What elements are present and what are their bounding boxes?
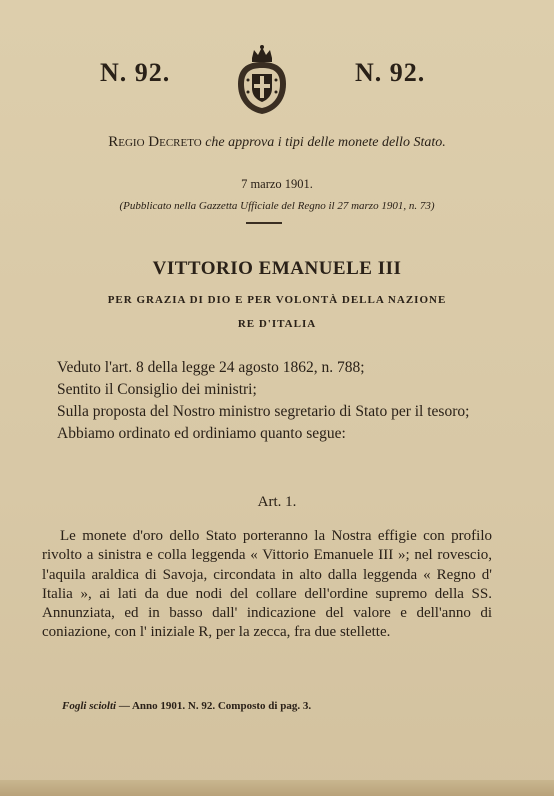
decree-title <box>0 134 554 151</box>
article-text: Le monete d'oro dello Stato porteranno la Nostra effigie con profilo rivolto a sinistra e colla leggenda « Vittorio Emanuele III »; nel rovescio, l'aquila araldica di Savoja, circondata in alto dalla leggenda « Regno d' Italia », ai lati da due nodi del collare dell'ordine supremo della SS. Annunziata, ed in basso dall' indicazione del valore e dell'anno di coniazione, con l' iniziale R, per la zecca, fra due stellette. <box>42 528 492 641</box>
divider <box>246 222 282 224</box>
decree-number-left: N. 92. <box>100 58 171 87</box>
page-edge <box>0 780 554 796</box>
footer-label: Fogli sciolti <box>62 700 117 712</box>
footer-note <box>62 700 311 712</box>
preamble-line: Sentito il Consiglio dei ministri; <box>57 381 257 398</box>
decree-type: Regio Decreto <box>108 134 202 150</box>
savoy-coat-of-arms-icon <box>232 44 292 116</box>
footer-details: — Anno 1901. N. 92. Composto di pag. 3. <box>118 700 312 712</box>
preamble-line: Sulla proposta del Nostro ministro segretario di Stato per il tesoro; <box>57 403 470 420</box>
preamble-line: Abbiamo ordinato ed ordiniamo quanto segue: <box>57 425 346 442</box>
preamble-line: Veduto l'art. 8 della legge 24 agosto 1862, n. 788; <box>57 359 365 376</box>
decree-date: 7 marzo 1901. <box>241 177 313 191</box>
king-title: RE D'ITALIA <box>237 318 317 330</box>
article-heading: Art. 1. <box>257 494 297 510</box>
preamble <box>57 358 497 446</box>
decree-subject: che approva i tipi delle monete dello Stato. <box>205 135 446 150</box>
decree-number-right: N. 92. <box>355 58 426 87</box>
publication-note: (Pubblicato nella Gazzetta Ufficiale del Regno il 27 marzo 1901, n. 73) <box>119 200 435 212</box>
king-name: VITTORIO EMANUELE III <box>152 258 402 279</box>
king-grace: PER GRAZIA DI DIO E PER VOLONTÀ DELLA NAZIONE <box>107 294 447 306</box>
